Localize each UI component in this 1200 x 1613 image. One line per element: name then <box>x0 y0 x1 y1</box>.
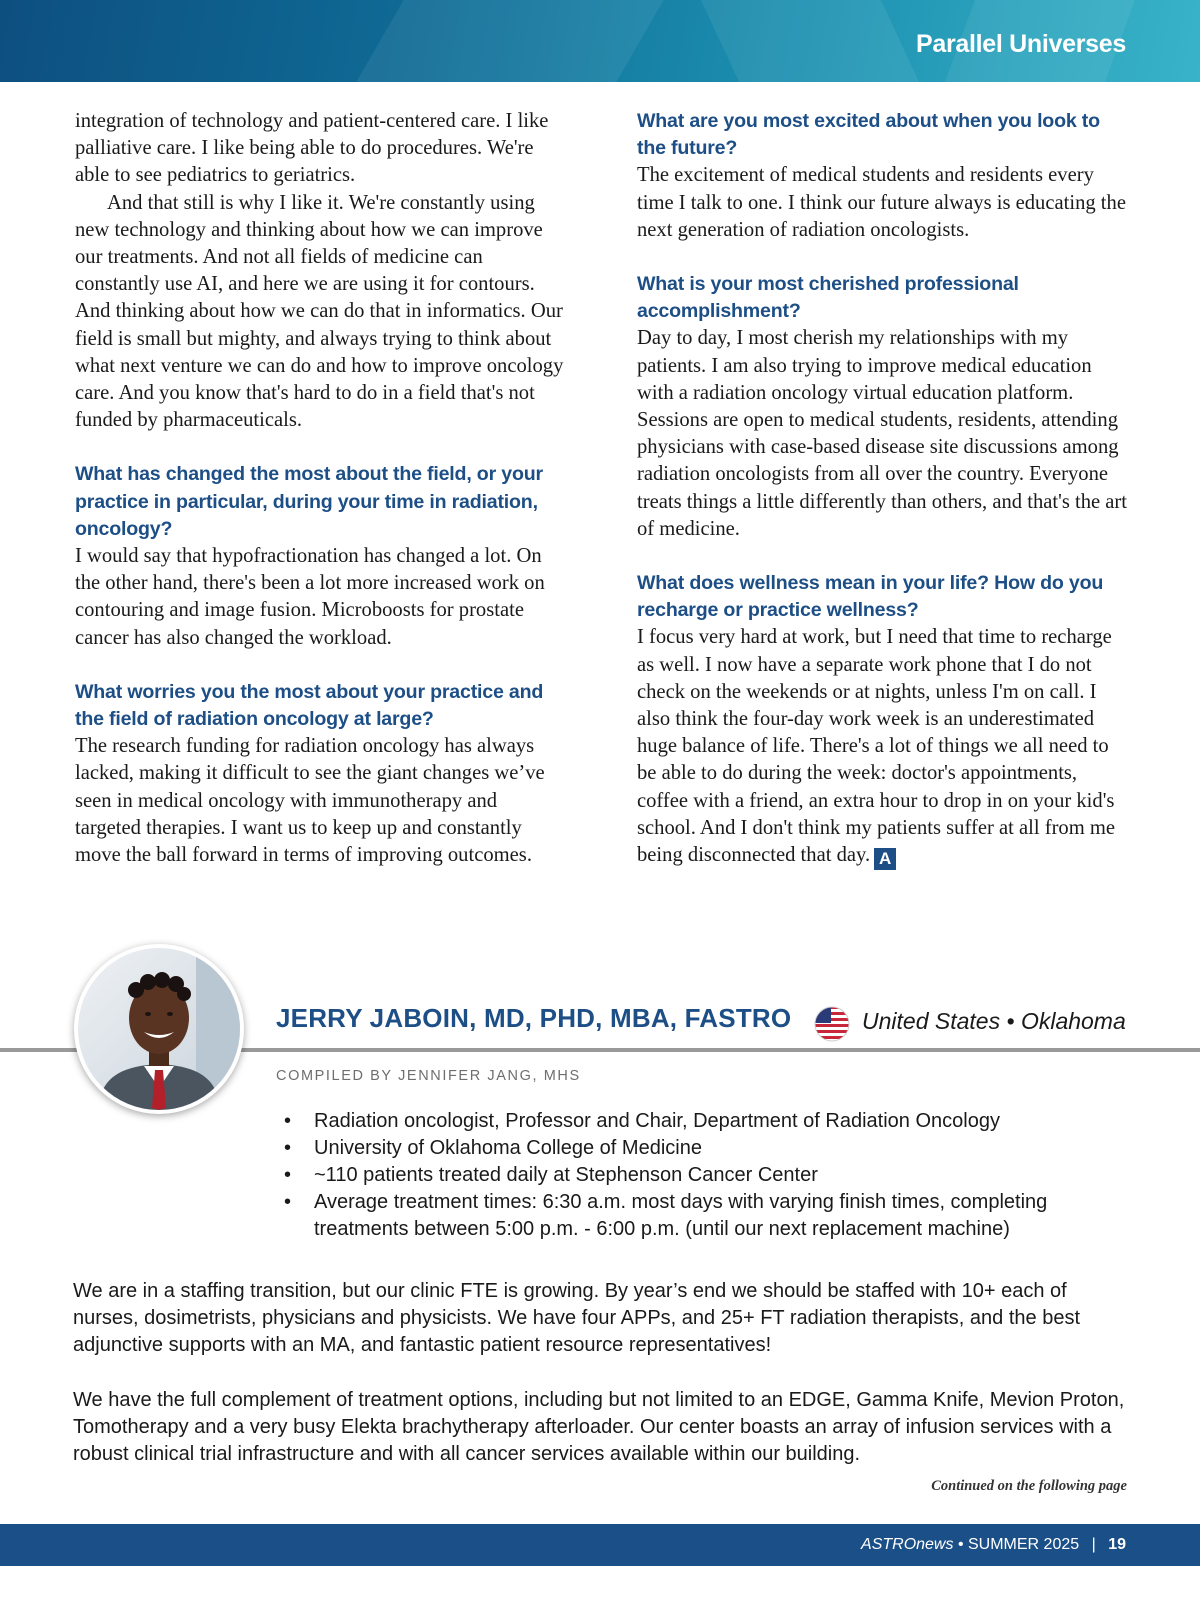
interview-answer <box>637 624 1129 870</box>
list-item: • University of Oklahoma College of Medicine <box>280 1135 1110 1162</box>
astro-logo-icon: A <box>874 848 896 870</box>
profile-paragraph: We have the full complement of treatment options, including but not limited to an EDGE, Gamma Knife, Mevion Proton, Tomotherapy and a very busy Elekta brachytherapy afterloader. Our center boasts an array of infusion services with a robust clinical trial infrastructure and with all cancer services available within our building. <box>73 1389 1125 1466</box>
article-paragraph: And that still is why I like it. We're constantly using new technology and thinking about how we can improve our treatments. And not all fields of medicine can constantly use AI, and here we are using it for contours. And thinking about how we can do that in informatics. Our field is small but mighty, and always trying to think about what next venture we can do and how to improve oncology care. And you know that's hard to do in a field that's not funded by pharmaceuticals. <box>75 191 564 432</box>
publication-name: ASTROnews <box>861 1536 954 1553</box>
header-decoration <box>701 0 919 82</box>
section-title: Parallel Universes <box>915 30 1126 58</box>
header-decoration <box>356 0 663 82</box>
compiled-by-credit: COMPILED BY JENNIFER JANG, MHS <box>276 1068 581 1084</box>
portrait-illustration <box>78 948 240 1110</box>
interview-question: What is your most cherished professional accomplishment? <box>637 273 1019 323</box>
interview-question: What does wellness mean in your life? How do you recharge or practice wellness? <box>637 572 1104 622</box>
interview-answer: The research funding for radiation oncology has always lacked, making it difficult to see the giant changes we’ve seen in medical oncology with immunotherapy and targeted therapies. I want us to keep up and constantly move the ball forward in terms of improving outcomes. <box>75 735 545 867</box>
list-item: • Average treatment times: 6:30 a.m. most days with varying finish times, completing treatments between 5:00 p.m. - 6:00 p.m. (until our next replacement machine) <box>280 1189 1110 1243</box>
location-state: Oklahoma <box>1020 1008 1126 1034</box>
location-separator: • <box>1006 1008 1015 1034</box>
profile-facts-list <box>280 1108 1110 1243</box>
interview-answer-text: I focus very hard at work, but I need that time to recharge as well. I now have a separate work phone that I do not check on the weekends or at nights, unless I'm on call. I also think the four-day work week is an underestimated huge balance of life. There's a lot of things we all need to be able to do during the week: doctor's appointments, coffee with a friend, an extra hour to drop in on your kid's school. And I don't think my patients suffer at all from me being disconnected that day. <box>637 626 1116 867</box>
footer-divider: | <box>1091 1536 1096 1553</box>
profile-photo <box>74 944 244 1114</box>
page-header <box>0 0 1200 82</box>
article-left-column <box>75 108 567 869</box>
continued-note: Continued on the following page <box>931 1478 1127 1494</box>
interview-question: What worries you the most about your practice and the field of radiation oncology at large? <box>75 680 544 731</box>
article-right-column <box>637 108 1129 870</box>
article-paragraph: integration of technology and patient-centered care. I like palliative care. I like being able to do procedures. We're able to see pediatrics to geriatrics. <box>75 110 549 187</box>
page-footer <box>0 1524 1200 1566</box>
profile-name: JERRY JABOIN, MD, PHD, MBA, FASTRO <box>276 1003 792 1033</box>
interview-question: What are you most excited about when you look to the future? <box>637 110 1100 160</box>
interview-answer: The excitement of medical students and residents every time I talk to one. I think our future always is educating the next generation of radiation oncologists. <box>637 164 1126 241</box>
page-number: 19 <box>1108 1536 1126 1553</box>
list-item: • Radiation oncologist, Professor and Chair, Department of Radiation Oncology <box>280 1108 1110 1135</box>
profile-paragraph: We are in a staffing transition, but our clinic FTE is growing. By year’s end we should be staffed with 10+ each of nurses, dosimetrists, physicians and physicists. We have four APPs, and 25+ FT radiation therapists, and the best adjunctive supports with an MA, and fantastic patient resource representatives! <box>73 1280 1081 1357</box>
interview-answer: I would say that hypofractionation has changed a lot. On the other hand, there's been a lot more increased work on contouring and image fusion. Microboosts for prostate cancer has also changed the workload. <box>75 545 545 649</box>
profile-location <box>862 1008 1126 1035</box>
interview-question: What has changed the most about the field, or your practice in particular, during your time in radiation, oncology? <box>75 463 543 540</box>
list-item: • ~110 patients treated daily at Stephenson Cancer Center <box>280 1162 1110 1189</box>
location-country: United States <box>862 1008 1001 1034</box>
interview-answer: Day to day, I most cherish my relationships with my patients. I am also trying to improve medical education with a radiation oncology virtual education platform. Sessions are open to medical students, residents, attending physicians with case-based disease site discussions among radiation oncologists from all over the country. Everyone treats things a little differently than others, and that's the art of medicine. <box>637 327 1128 540</box>
us-flag-icon <box>814 1006 850 1047</box>
issue-label: • SUMMER 2025 <box>957 1536 1080 1553</box>
